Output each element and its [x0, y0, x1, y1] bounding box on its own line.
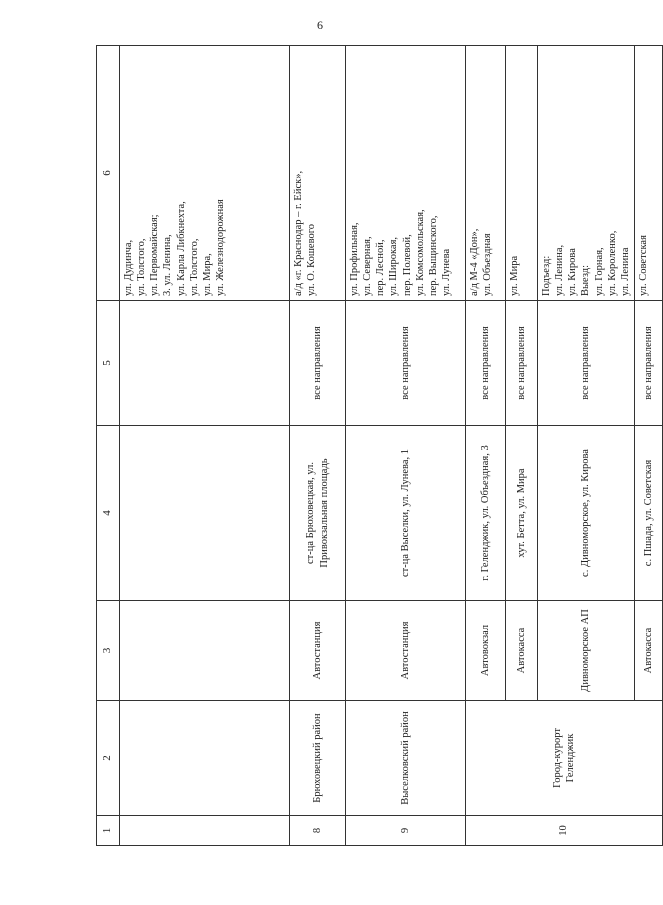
station-type-cell: Автокасса [634, 601, 662, 701]
row-number: 9 [346, 816, 466, 846]
direction-cell: все направления [634, 301, 662, 426]
row-number: 8 [290, 816, 346, 846]
station-type-cell: Дивноморское АП [538, 601, 635, 701]
address-cell: хут. Бетта, ул. Мира [506, 426, 538, 601]
streets-cell: ул. Профильная, ул. Северная, пер. Лесной, ул. Широкая, пер. Полевой, ул. Комсомольская, пер. Выщинского, ул. Лунева [346, 46, 466, 301]
streets-cell: ул. Советская [634, 46, 662, 301]
station-type-cell: Автокасса [506, 601, 538, 701]
district-cell: Город-курорт Геленджик [466, 701, 663, 816]
direction-cell: все направления [290, 301, 346, 426]
direction-cell: все направления [538, 301, 635, 426]
table-row-10a [466, 46, 506, 846]
rotated-table-sheet [96, 46, 654, 846]
col-header-4: 4 [97, 426, 120, 601]
address-cell: с. Пшада, ул. Советская [634, 426, 662, 601]
district-cell: Выселковский район [346, 701, 466, 816]
streets-cell: Подъезд: ул. Ленина, ул. Кирова Выезд: ул. Горная, ул. Короленко, ул. Ленина [538, 46, 635, 301]
station-type-cell: Автовокзал [466, 601, 506, 701]
district-cell: Брюховецкий район [290, 701, 346, 816]
bus-station-table [96, 45, 663, 846]
table-row-9 [346, 46, 466, 846]
address-cell: ст-ца Выселки, ул. Лунева, 1 [346, 426, 466, 601]
address-cell: ст-ца Брюховецкая, ул. Привокзальная площадь [290, 426, 346, 601]
table-row-8 [290, 46, 346, 846]
col-header-5: 5 [97, 301, 120, 426]
address-cell: с. Дивноморское, ул. Кирова [538, 426, 635, 601]
streets-cell: а/д «г. Краснодар – г. Ейск», ул. О. Кошевого [290, 46, 346, 301]
streets-cell: ул. Мира [506, 46, 538, 301]
direction-cell: все направления [346, 301, 466, 426]
col-header-6: 6 [97, 46, 120, 301]
direction-cell: все направления [506, 301, 538, 426]
streets-cell: ул. Дудинча, ул. Толстого, ул. Первомайская; 3. ул. Ленина, ул. Карла Либкнехта, ул. Толстого, ул. Мира, ул. Железнодорожная [120, 46, 290, 301]
table-row-continuation [120, 46, 290, 846]
page-number: 6 [317, 18, 323, 32]
row-number: 10 [466, 816, 663, 846]
streets-cell: а/д М-4 «Дон», ул. Объездная [466, 46, 506, 301]
header-row [97, 46, 120, 846]
col-header-1: 1 [97, 816, 120, 846]
address-cell: г. Геленджик, ул. Объездная, 3 [466, 426, 506, 601]
station-type-cell: Автостанция [346, 601, 466, 701]
station-type-cell: Автостанция [290, 601, 346, 701]
col-header-3: 3 [97, 601, 120, 701]
direction-cell: все направления [466, 301, 506, 426]
col-header-2: 2 [97, 701, 120, 816]
